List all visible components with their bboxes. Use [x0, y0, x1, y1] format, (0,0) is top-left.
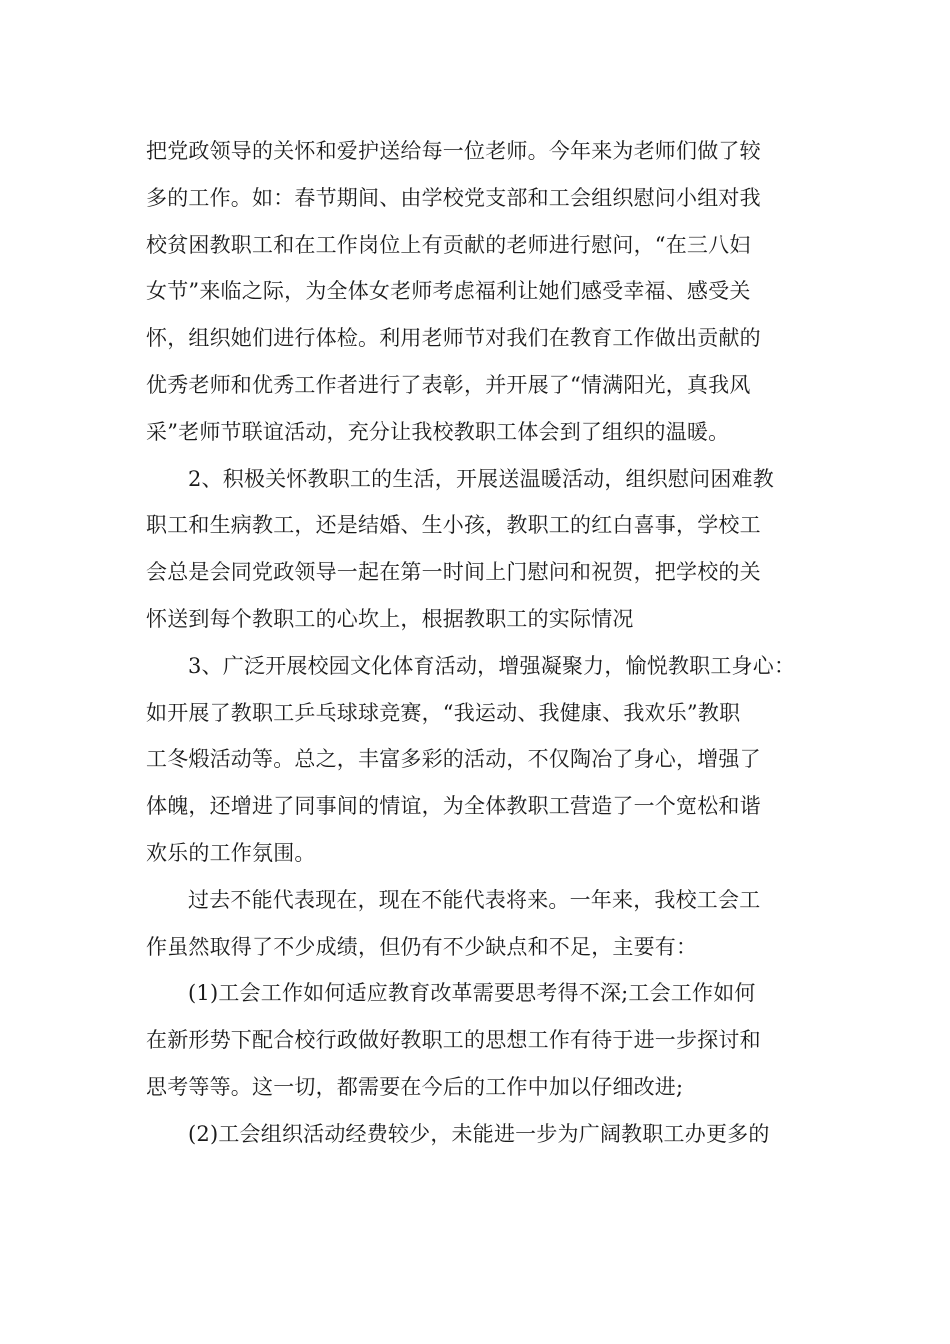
- text-line-12: 3、广泛开展校园文化体育活动，增强凝聚力，愉悦教职工身心：: [188, 653, 796, 678]
- text-line-5: 怀，组织她们进行体检。利用老师节对我们在教育工作做出贡献的: [146, 326, 761, 351]
- text-line-20: 在新形势下配合校行政做好教职工的思想工作有待于进一步探讨和: [146, 1028, 761, 1053]
- text-line-6: 优秀老师和优秀工作者进行了表彰，并开展了“情满阳光，真我风: [146, 372, 751, 397]
- text-line-14: 工冬煅活动等。总之，丰富多彩的活动，不仅陶冶了身心，增强了: [146, 747, 761, 772]
- text-line-10: 会总是会同党政领导一起在第一时间上门慰问和祝贺，把学校的关: [146, 560, 761, 585]
- text-line-8: 2、积极关怀教职工的生活，开展送温暖活动，组织慰问困难教: [188, 466, 774, 491]
- text-line-15: 体魄，还增进了同事间的情谊，为全体教职工营造了一个宽松和谐: [146, 794, 761, 819]
- text-line-4: 女节”来临之际，为全体女老师考虑福利让她们感受幸福、感受关: [146, 279, 751, 304]
- text-line-19: (1)工会工作如何适应教育改革需要思考得不深;工会工作如何: [188, 981, 756, 1006]
- text-line-1: 把党政领导的关怀和爱护送给每一位老师。今年来为老师们做了较: [146, 139, 761, 163]
- text-line-21: 思考等等。这一切，都需要在今后的工作中加以仔细改进;: [146, 1074, 684, 1099]
- text-line-22: (2)工会组织活动经费较少，未能进一步为广阔教职工办更多的: [188, 1121, 770, 1146]
- text-line-17: 过去不能代表现在，现在不能代表将来。一年来，我校工会工: [188, 887, 761, 912]
- text-line-11: 怀送到每个教职工的心坎上，根据教职工的实际情况: [146, 606, 634, 631]
- text-line-7: 采”老师节联谊活动，充分让我校教职工体会到了组织的温暖。: [146, 419, 730, 444]
- text-line-18: 作虽然取得了不少成绩，但仍有不少缺点和不足，主要有：: [146, 934, 698, 959]
- document-body: [146, 128, 810, 1158]
- text-line-2: 多的工作。如：春节期间、由学校党支部和工会组织慰问小组对我: [146, 185, 761, 210]
- text-line-3: 校贫困教职工和在工作岗位上有贡献的老师进行慰问，“在三八妇: [146, 232, 751, 257]
- text-line-9: 职工和生病教工，还是结婚、生小孩，教职工的红白喜事，学校工: [146, 513, 761, 538]
- text-line-16: 欢乐的工作氛围。: [146, 840, 316, 865]
- text-line-13: 如开展了教职工乒乓球球竞赛，“我运动、我健康、我欢乐”教职: [146, 700, 741, 725]
